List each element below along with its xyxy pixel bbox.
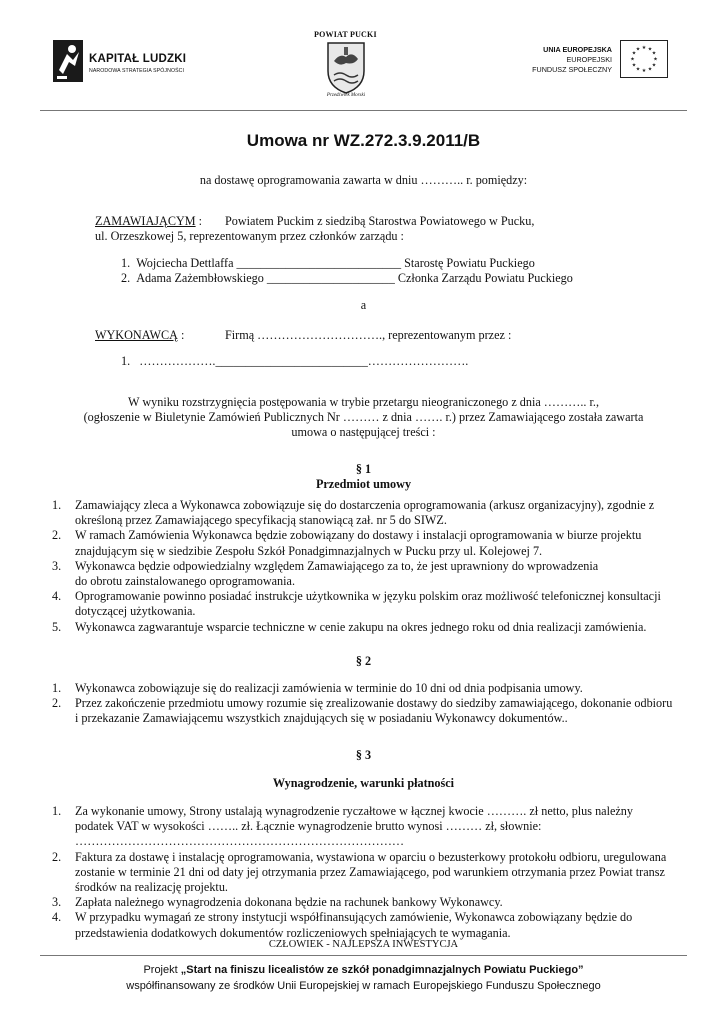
svg-text:★: ★ — [635, 66, 641, 73]
powiat-pucki-motto: Przedźwiek Morski — [326, 93, 366, 98]
svg-text:★: ★ — [641, 68, 647, 74]
item-line: do obrotu zainstalowanego oprogramowania. — [75, 574, 295, 589]
zamawiajacy-line2: ul. Orzeszkowej 5, reprezentowanym przez członków zarządu : — [95, 229, 404, 243]
list-item — [38, 589, 698, 619]
footer-project-prefix: Projekt — [143, 964, 181, 976]
item-line: zostanie w terminie 21 dni od daty jej otrzymania przez Zamawiającego, pod warunkiem otrzymania przez Powiat transz — [75, 864, 665, 879]
zamawiajacy-colon: : — [195, 214, 203, 228]
intro-line: na dostawę oprogramowania zawarta w dniu ……….. r. pomiędzy: — [199, 173, 528, 187]
item-number: 4. — [52, 589, 62, 604]
preamble-line3: umowa o następującej treści : — [291, 425, 436, 439]
svg-text:★: ★ — [647, 46, 653, 53]
item-number: 1. — [52, 681, 62, 695]
list-item — [38, 681, 698, 696]
item-line: określoną przez Zamawiającego specyfikacją stanowiącą zał. nr 5 do SIWZ. — [75, 513, 447, 528]
eu-fund-label — [532, 45, 612, 75]
list-item — [38, 620, 698, 635]
member-name: Wojciecha Dettlaffa — [136, 256, 234, 270]
item-line: przedstawienia dodatkowych dokumentów rozliczeniowych spełniających te wymagania. — [75, 925, 511, 940]
document-title: Umowa nr WZ.272.3.9.2011/B — [246, 131, 481, 150]
item-line: Za wykonanie umowy, Strony ustalają wynagrodzenie ryczałtowe w łącznej kwocie ………. zł netto, plus należny — [75, 804, 633, 818]
item-line: Wykonawca zagwarantuje wsparcie techniczne w cenie zakupu na okres jednego roku od dnia realizacji zamówienia. — [75, 619, 647, 634]
item-number: 3. — [52, 558, 62, 573]
item-number: 5. — [52, 619, 62, 634]
wykonawca-line1: Firmą …………………………., reprezentowanym przez : — [225, 328, 512, 342]
powiat-pucki-title: POWIAT PUCKI — [314, 30, 377, 39]
section-3-number: § 3 — [355, 748, 372, 762]
preamble-line1: W wyniku rozstrzygnięcia postępowania w trybie przetargu nieograniczonego z dnia ……….. r., — [128, 395, 599, 409]
item-line: Przez zakończenie przedmiotu umowy rozumie się zrealizowanie dostawy do siedziby zamawiającego, dokonanie odbioru — [75, 696, 673, 711]
coat-of-arms-icon — [326, 41, 366, 95]
svg-text:★: ★ — [630, 56, 635, 63]
wykonawca-label: WYKONAWCĄ — [95, 328, 178, 342]
section-3-heading: Wynagrodzenie, warunki płatności — [272, 776, 455, 790]
item-line: Faktura za dostawę i instalację oprogramowania, wystawiona w oparciu o bezusterkowy protokołu odbioru, uregulowana — [75, 849, 667, 864]
svg-text:★: ★ — [641, 45, 647, 51]
svg-text:★: ★ — [631, 62, 637, 69]
member-role: Członka Zarządu Powiatu Puckiego — [397, 271, 573, 285]
member-num: 2. — [121, 271, 131, 285]
section-2-number: § 2 — [355, 654, 372, 668]
member-role: Starostę Powiatu Puckiego — [404, 256, 535, 270]
member-blank: ………………._________________________……………………. — [139, 354, 469, 368]
item-line: W przypadku wymagań ze strony instytucji współfinansujących zamówienie, Wykonawca zobowiązany będzie do — [75, 910, 633, 925]
list-item — [38, 528, 698, 558]
item-line: dotyczącej użytkowania. — [75, 604, 196, 619]
zamawiajacy-member-2 — [121, 271, 573, 286]
kapital-ludzki-name: KAPITAŁ LUDZKI — [89, 53, 187, 65]
member-name: Adama Zażembłowskiego — [136, 271, 264, 285]
footer-project — [0, 964, 727, 976]
item-number: 1. — [52, 498, 62, 512]
kapital-ludzki-subtitle: NARODOWA STRATEGIA SPÓJNOŚCI — [89, 68, 185, 74]
item-line: środków na realizację projektu. — [75, 880, 228, 895]
powiat-pucki-crest — [314, 30, 377, 104]
item-number: 4. — [52, 910, 62, 925]
member-num: 1. — [121, 256, 131, 270]
header-divider — [40, 110, 687, 111]
item-number: 2. — [52, 849, 62, 864]
list-item — [38, 559, 698, 589]
item-number: 2. — [52, 528, 62, 543]
eu-line3: FUNDUSZ SPOŁECZNY — [532, 65, 612, 74]
list-item — [38, 910, 698, 940]
eu-line2: EUROPEJSKI — [566, 55, 612, 64]
conjunction-a: a — [360, 298, 367, 312]
svg-text:★: ★ — [635, 46, 641, 53]
item-number: 2. — [52, 696, 62, 711]
item-line: podatek VAT w wysokości …….. zł. Łącznie wynagrodzenie brutto wynosi ……… zł, słownie: — [75, 819, 542, 834]
eu-flag-icon — [620, 40, 668, 78]
item-line: i przekazanie Zamawiającemu wszystkich znajdujących się w posiadaniu Wykonawcy dokumentów.. — [75, 711, 568, 726]
list-item — [38, 696, 698, 726]
member-blank: ___________________________ — [236, 256, 402, 270]
svg-text:★: ★ — [651, 62, 657, 69]
item-line: Zapłata należnego wynagrodzenia dokonana będzie na rachunek bankowy Wykonawcy. — [75, 895, 503, 910]
svg-text:★: ★ — [651, 50, 657, 57]
svg-text:★: ★ — [647, 66, 653, 73]
section-1-number: § 1 — [355, 462, 372, 476]
item-number: 3. — [52, 895, 62, 910]
eu-line1: UNIA EUROPEJSKA — [543, 45, 612, 54]
svg-text:★: ★ — [631, 50, 637, 57]
footer-project-name: „Start na finiszu licealistów ze szkół ponadgimnazjalnych Powiatu Puckiego” — [180, 964, 584, 976]
footer-motto: CZŁOWIEK - NAJLEPSZA INWESTYCJA — [268, 939, 459, 950]
zamawiajacy-heading — [95, 214, 202, 229]
member-num: 1. — [121, 354, 131, 368]
unia-europejska-logo — [510, 40, 668, 84]
list-item — [38, 498, 698, 528]
item-number: 1. — [52, 804, 62, 818]
wykonawca-heading — [95, 328, 184, 343]
item-line: Oprogramowanie powinno posiadać instrukcje użytkownika w języku polskim oraz możliwość telefonicznej konsultacji — [75, 589, 661, 604]
kapital-ludzki-emblem-icon — [53, 40, 83, 82]
svg-text:★: ★ — [653, 56, 658, 63]
list-item — [38, 804, 698, 850]
item-line: ……………………………………………………………………… — [75, 834, 405, 849]
section-1-list — [38, 498, 698, 635]
item-line: znajdującym się w siedzibie Zespołu Szkół Ponadgimnazjalnych w Pucku przy ul. Kolejowej 7. — [75, 543, 543, 558]
zamawiajacy-member-1 — [121, 256, 535, 271]
member-blank: _____________________ — [266, 271, 395, 285]
list-item — [38, 850, 698, 896]
section-2-list — [38, 681, 698, 727]
item-line: Wykonawca zobowiązuje się do realizacji zamówienia w terminie do 10 dni od dnia podpisania umowy. — [75, 681, 583, 695]
item-line: W ramach Zamówienia Wykonawca będzie zobowiązany do dostawy i instalacji oprogramowania w biurze projektu — [75, 528, 642, 543]
wykonawca-colon: : — [177, 328, 185, 342]
kapital-ludzki-logo — [53, 40, 203, 85]
wykonawca-member-1 — [121, 354, 468, 369]
section-1-heading: Przedmiot umowy — [315, 477, 412, 491]
list-item — [38, 895, 698, 910]
item-line: Zamawiający zleca a Wykonawca zobowiązuje się do dostarczenia oprogramowania (arkusz organizacyjny), zgodnie z — [75, 498, 655, 512]
zamawiajacy-line1: Powiatem Puckim z siedzibą Starostwa Powiatowego w Pucku, — [225, 214, 535, 228]
footer-divider — [40, 955, 687, 956]
footer-cofinanced: współfinansowany ze środków Unii Europejskiej w ramach Europejskiego Funduszu Społecznego — [126, 980, 601, 992]
item-line: Wykonawca będzie odpowiedzialny względem Zamawiającego za to, że jest uprawniony do wprowadzenia — [75, 558, 599, 573]
zamawiajacy-label: ZAMAWIAJĄCYM — [95, 214, 196, 228]
preamble-line2: (ogłoszenie w Biuletynie Zamówień Publicznych Nr ……… z dnia ……. r.) przez Zamawiającego została zawarta — [83, 410, 644, 424]
section-3-list — [38, 804, 698, 941]
